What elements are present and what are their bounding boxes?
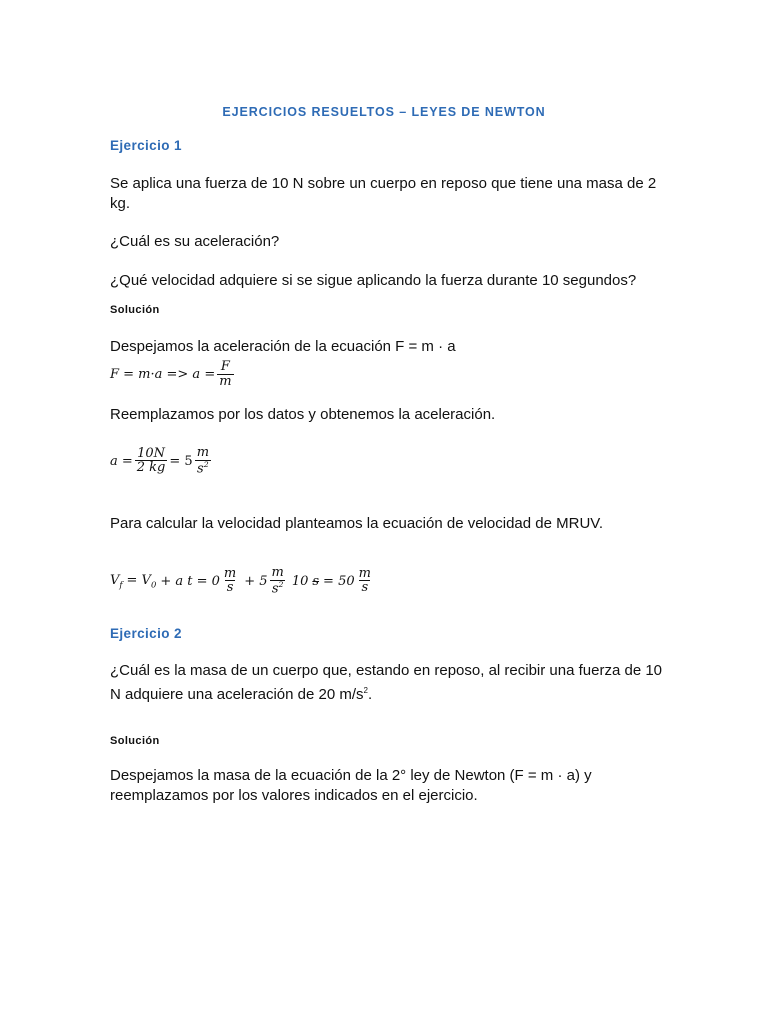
- eq3-plus: + 5: [244, 573, 268, 589]
- eq3-vf: $V_f$: [110, 572, 123, 590]
- eq3-mid: = $V_0$: [126, 572, 157, 590]
- exercise-1-step-2: Reemplazamos por los datos y obtenemos la aceleración.: [110, 406, 496, 423]
- exercise-2-heading: Ejercicio 2: [110, 626, 182, 641]
- eq1-numerator: F: [220, 359, 230, 374]
- exercise-1-statement: Se aplica una fuerza de 10 N sobre un cuerpo en reposo que tiene una masa de 2 kg.: [110, 175, 657, 212]
- equation-final-velocity: [110, 566, 375, 596]
- eq1-denominator: m: [219, 373, 232, 389]
- exercise-1-solution-label: Solución: [110, 304, 160, 316]
- eq3-after-v0: + a t = 0: [160, 573, 220, 589]
- eq3-s-cancel: s: [312, 573, 320, 589]
- equation-acceleration-formula: [110, 360, 236, 389]
- exercise-1-step-3: Para calcular la velocidad planteamos la ecuación de velocidad de MRUV.: [110, 515, 604, 532]
- eq2-unit-denominator: $s^2$: [197, 459, 209, 476]
- exercise-2-statement: ¿Cuál es la masa de un cuerpo que, estando en reposo, al recibir una fuerza de 10 N adquiere una aceleración de 20 $m/s^2$.: [110, 662, 663, 703]
- exercise-2-solution-label: Solución: [110, 735, 160, 747]
- eq3-ten: 10: [291, 573, 309, 589]
- eq1-fraction: [217, 360, 233, 389]
- eq2-fraction: [135, 447, 168, 476]
- eq2-result: = 5: [169, 453, 193, 469]
- exercise-2-step-1: Despejamos la masa de la ecuación de la 2° ley de Newton (F = m · a) y reemplazamos por los valores indicados en el ejercicio.: [110, 767, 592, 804]
- exercise-1-question-2: ¿Qué velocidad adquiere si se sigue aplicando la fuerza durante 10 segundos?: [110, 272, 637, 289]
- eq3-result: = 50: [323, 573, 355, 589]
- eq3-unit-1: $\frac{m}{s}$: [223, 565, 237, 596]
- exercise-1-heading: Ejercicio 1: [110, 138, 182, 153]
- equation-acceleration-value: [110, 446, 213, 476]
- eq2-denominator: 2 kg: [136, 460, 166, 476]
- exercise-1-question-1: ¿Cuál es su aceleración?: [110, 233, 280, 250]
- eq2-numerator: 10N: [137, 445, 166, 461]
- eq1-lhs: F = m·a => a =: [110, 366, 216, 382]
- eq2-unit: [195, 446, 211, 476]
- eq2-lhs: a =: [110, 453, 133, 469]
- eq2-unit-s: s: [197, 460, 204, 476]
- eq3-unit-3: $\frac{m}{s}$: [358, 565, 371, 596]
- document-title: EJERCICIOS RESUELTOS – LEYES DE NEWTON: [222, 105, 546, 119]
- exercise-1-step-1: Despejamos la aceleración de la ecuación F = m · a: [110, 338, 456, 355]
- eq3-unit-2: $\frac{m}{s^2}$: [271, 565, 284, 596]
- eq2-unit-numerator: m: [196, 445, 210, 460]
